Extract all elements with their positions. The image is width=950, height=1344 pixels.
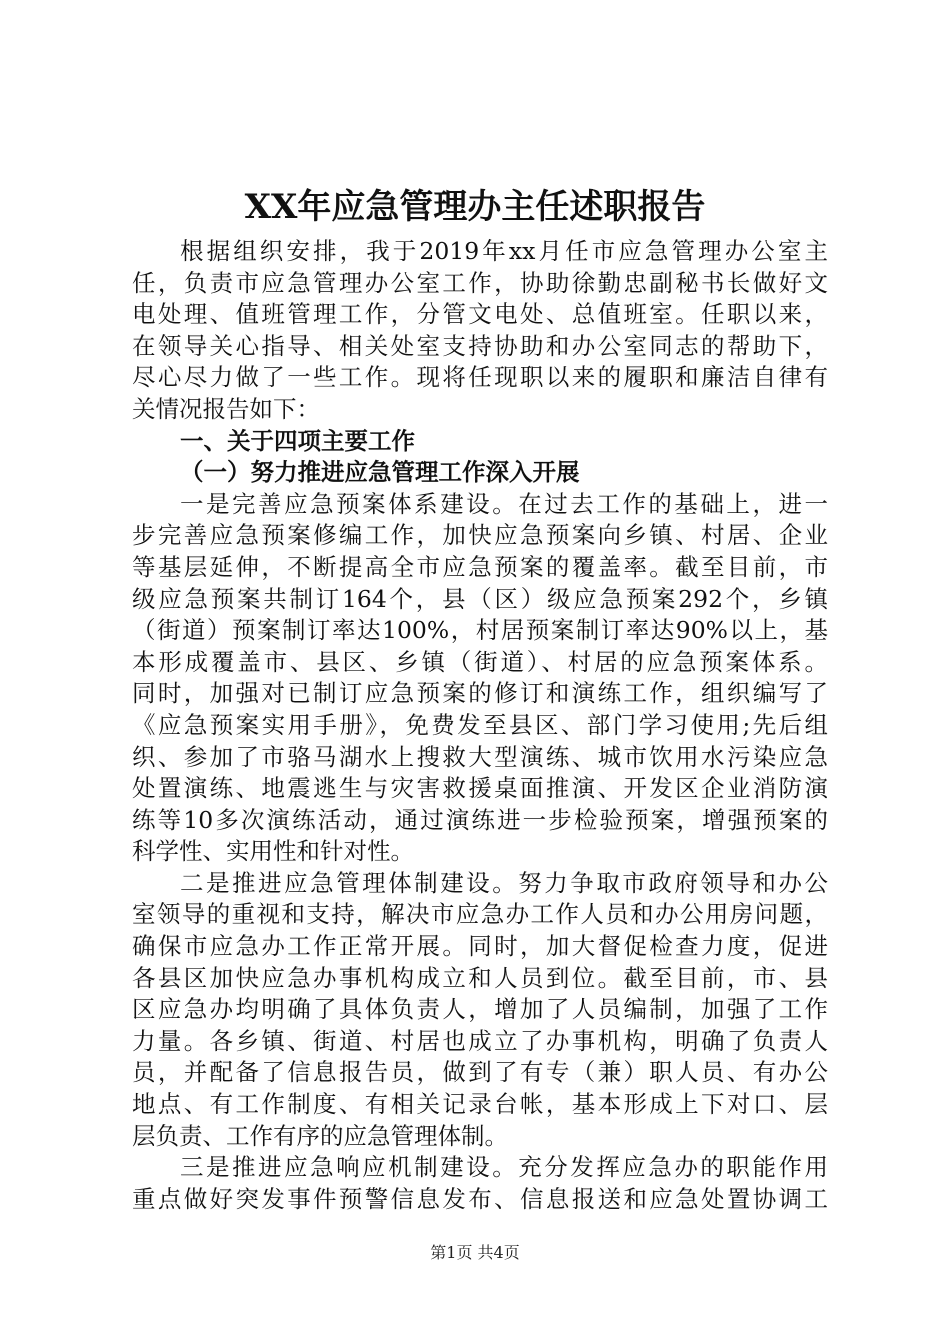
paragraph-line: 重点做好突发事件预警信息发布、信息报送和应急处置协调工 [132, 1184, 828, 1213]
document-title: XX年应急管理办主任述职报告 [244, 187, 706, 227]
paragraph-line: 一是完善应急预案体系建设。在过去工作的基础上，进一 [180, 489, 828, 518]
paragraph-line: 科学性、实用性和针对性。 [132, 837, 414, 866]
paragraph-line: 步完善应急预案修编工作，加快应急预案向乡镇、村居、企业 [132, 521, 828, 550]
page-footer: 第1页 共4页 [430, 1243, 520, 1262]
paragraph-line: 确保市应急办工作正常开展。同时，加大督促检查力度，促进 [132, 932, 828, 961]
paragraph-line: 处置演练、地震逃生与灾害救援桌面推演、开发区企业消防演 [132, 774, 828, 803]
paragraph-line: 电处理、值班管理工作，分管文电处、总值班室。任职以来， [132, 300, 828, 329]
section-heading: （一）努力推进应急管理工作深入开展 [180, 458, 580, 487]
paragraph-line: 任，负责市应急管理办公室工作，协助徐勤忠副秘书长做好文 [132, 268, 828, 297]
paragraph-line: 级应急预案共制订164个，县（区）级应急预案292个，乡镇 [132, 584, 828, 613]
document-body [132, 236, 828, 1215]
paragraph-line: 关情况报告如下： [132, 394, 320, 423]
paragraph-line: 各县区加快应急办事机构成立和人员到位。截至目前，市、县 [132, 963, 828, 992]
paragraph-line: 练等10多次演练活动，通过演练进一步检验预案，增强预案的 [132, 805, 828, 834]
paragraph-line: 区应急办均明确了具体负责人，增加了人员编制，加强了工作 [132, 995, 828, 1024]
paragraph-line: 《应急预案实用手册》，免费发至县区、部门学习使用;先后组 [132, 710, 828, 739]
paragraph-line: 本形成覆盖市、县区、乡镇（街道）、村居的应急预案体系。 [132, 647, 828, 676]
paragraph-line: 等基层延伸，不断提高全市应急预案的覆盖率。截至目前，市 [132, 552, 828, 581]
paragraph-line: 在领导关心指导、相关处室支持协助和办公室同志的帮助下， [132, 331, 828, 360]
paragraph-line: 织、参加了市骆马湖水上搜救大型演练、城市饮用水污染应急 [132, 742, 828, 771]
paragraph-line: 员，并配备了信息报告员，做到了有专（兼）职人员、有办公 [132, 1058, 828, 1087]
paragraph-line: 尽心尽力做了一些工作。现将任现职以来的履职和廉洁自律有 [132, 363, 828, 392]
paragraph-line: 层负责、工作有序的应急管理体制。 [132, 1121, 508, 1150]
paragraph-line: 根据组织安排，我于2019年xx月任市应急管理办公室主 [180, 237, 828, 265]
paragraph-line: 二是推进应急管理体制建设。努力争取市政府领导和办公 [180, 868, 828, 897]
section-heading: 一、关于四项主要工作 [180, 426, 415, 455]
paragraph-line: 三是推进应急响应机制建设。充分发挥应急办的职能作用 [180, 1153, 828, 1182]
paragraph-line: （街道）预案制订率达100%，村居预案制订率达90%以上，基 [132, 616, 828, 645]
paragraph-line: 室领导的重视和支持，解决市应急办工作人员和办公用房问题， [132, 900, 828, 929]
paragraph-line: 同时，加强对已制订应急预案的修订和演练工作，组织编写了 [132, 679, 828, 708]
paragraph-line: 力量。各乡镇、街道、村居也成立了办事机构，明确了负责人 [132, 1026, 828, 1055]
paragraph-line: 地点、有工作制度、有相关记录台帐，基本形成上下对口、层 [132, 1090, 828, 1119]
